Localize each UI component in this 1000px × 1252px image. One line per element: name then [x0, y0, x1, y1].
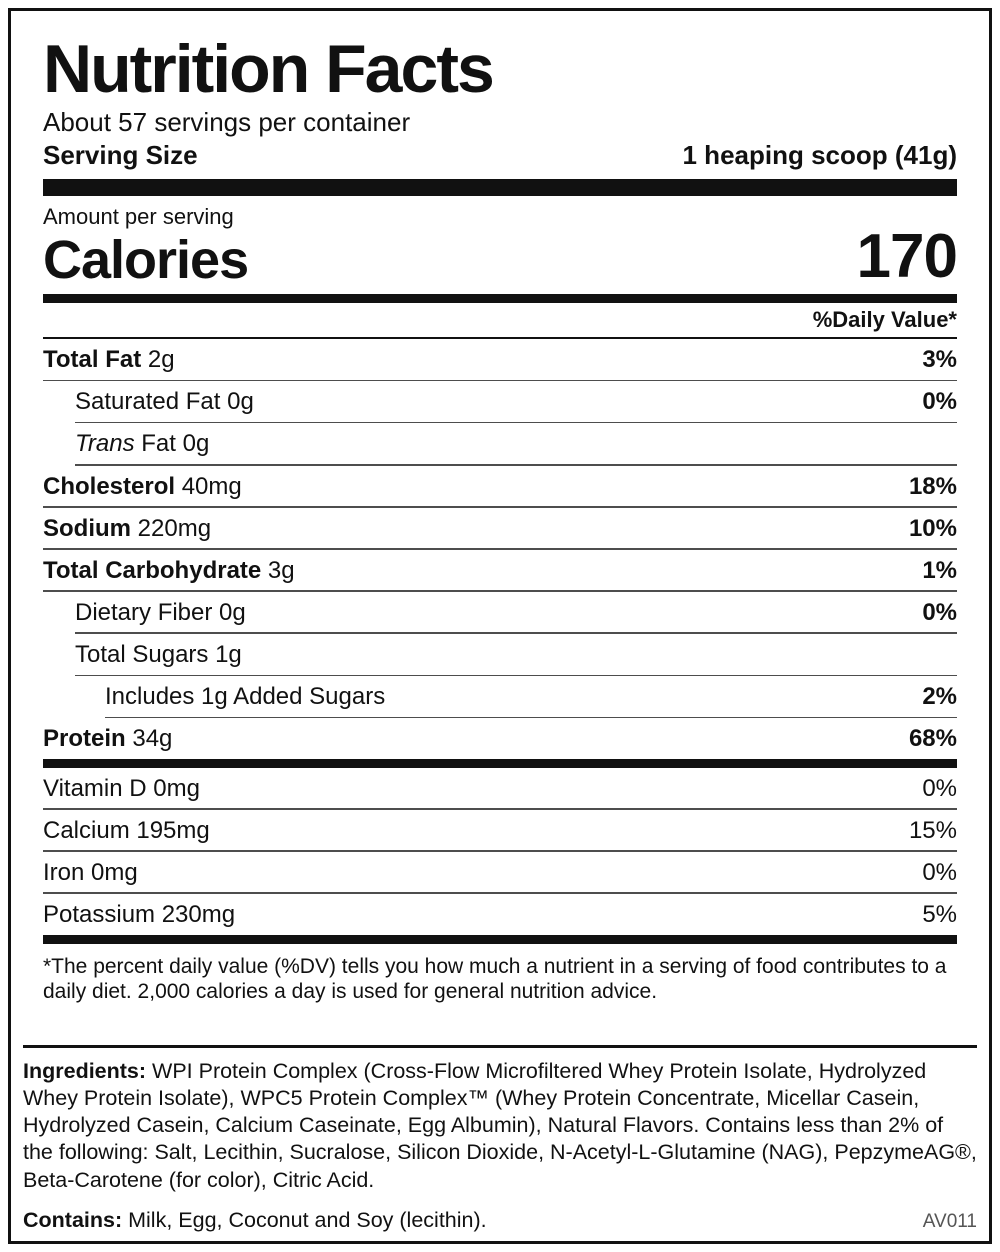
nutrient-label: Trans [75, 430, 135, 458]
divider-medium-calories [43, 294, 957, 303]
nutrient-name [75, 388, 254, 416]
nutrient-row [43, 550, 957, 591]
nutrient-label: Cholesterol [43, 472, 176, 500]
divider-medium-footnote [43, 935, 957, 944]
vitamin-daily-value: 0% [922, 774, 957, 802]
nutrient-daily-value: 18% [908, 472, 957, 500]
nutrient-name [43, 557, 295, 585]
nutrient-amount: 3g [267, 556, 295, 584]
contains-body: Milk, Egg, Coconut and Soy (lecithin). [122, 1208, 487, 1232]
daily-value-footnote: *The percent daily value (%DV) tells you how much a nutrient in a serving of food contributes to a daily diet. 2,000 calories a day is used for general nutrition advice. [43, 954, 947, 1004]
nutrient-row [43, 339, 957, 380]
nutrient-amount: 0g [227, 388, 254, 416]
nutrient-row [43, 466, 957, 507]
nutrient-label: Saturated Fat [75, 388, 221, 416]
nutrient-amount: 0g [219, 598, 246, 626]
nutrient-daily-value: 0% [922, 598, 957, 626]
vitamin-row [43, 852, 957, 893]
nutrient-row [43, 634, 957, 675]
vitamin-row [43, 768, 957, 809]
nutrient-name [75, 599, 246, 627]
nutrient-name [75, 641, 242, 669]
page-title: Nutrition Facts [43, 31, 493, 107]
nutrient-row [43, 718, 957, 759]
calories-value: 170 [856, 222, 957, 292]
vitamin-name: Vitamin D 0mg [43, 774, 200, 802]
divider-ingredients [23, 1045, 977, 1048]
vitamin-daily-value: 0% [922, 858, 957, 886]
nutrient-row [43, 592, 957, 633]
nutrient-name [43, 346, 175, 374]
nutrient-amount: 2g [147, 346, 175, 374]
nutrient-amount: 40mg [181, 472, 242, 500]
nutrient-name [43, 515, 211, 543]
nutrient-list [43, 339, 957, 758]
daily-value-header: %Daily Value* [812, 307, 957, 333]
nutrient-label: Total Fat [43, 346, 142, 374]
nutrient-daily-value: 68% [908, 725, 957, 753]
nutrition-facts-panel [8, 8, 992, 1244]
nutrient-name [75, 430, 209, 458]
nutrient-amount: 1g [215, 640, 242, 668]
nutrient-row [43, 423, 957, 464]
nutrient-daily-value: 10% [908, 514, 957, 542]
nutrient-daily-value: 0% [922, 388, 957, 416]
nutrient-daily-value: 2% [922, 683, 957, 710]
nutrient-label: Includes 1g Added Sugars [105, 683, 386, 710]
servings-per-container: About 57 servings per container [43, 107, 411, 138]
amount-per-serving-label: Amount per serving [43, 203, 234, 229]
nutrition-facts-body [11, 11, 989, 1017]
divider-thick-top [43, 179, 957, 196]
calories-label: Calories [43, 229, 249, 290]
contains-heading: Contains: [23, 1208, 123, 1232]
serving-size-label: Serving Size [43, 139, 198, 170]
nutrient-name [105, 683, 385, 711]
vitamin-list [43, 768, 957, 935]
nutrient-amount: Fat 0g [141, 430, 210, 458]
vitamin-row [43, 894, 957, 935]
nutrient-row [43, 676, 957, 717]
nutrient-label: Total Sugars [75, 640, 209, 668]
nutrient-label: Total Carbohydrate [43, 556, 262, 584]
nutrient-amount: 34g [132, 725, 173, 753]
nutrient-amount: 220mg [137, 514, 212, 542]
nutrient-label: Sodium [43, 514, 131, 542]
divider-medium-vitamins [43, 759, 957, 768]
calories-row [43, 222, 957, 292]
ingredients-heading: Ingredients: [23, 1058, 147, 1083]
nutrient-label: Dietary Fiber [75, 598, 213, 626]
serving-size-row [43, 140, 957, 171]
nutrient-row [43, 508, 957, 549]
label-code: AV011 [922, 1211, 977, 1232]
vitamin-name: Potassium 230mg [43, 900, 236, 928]
nutrient-name [43, 725, 172, 753]
vitamin-row [43, 810, 957, 851]
nutrient-daily-value: 3% [922, 346, 957, 374]
ingredients-paragraph [23, 1058, 977, 1194]
vitamin-daily-value: 15% [908, 816, 957, 844]
nutrient-label: Protein [43, 725, 126, 753]
nutrient-name [43, 473, 242, 501]
vitamin-name: Calcium 195mg [43, 816, 210, 844]
contains-paragraph [23, 1208, 487, 1233]
serving-size-value: 1 heaping scoop (41g) [682, 139, 957, 170]
nutrient-row [43, 381, 957, 422]
vitamin-daily-value: 5% [922, 900, 957, 928]
ingredients-block [11, 1035, 989, 1241]
vitamin-name: Iron 0mg [43, 858, 138, 886]
contains-row [23, 1208, 977, 1233]
ingredients-body: WPI Protein Complex (Cross-Flow Microfiltered Whey Protein Isolate, Hydrolyzed Whey Protein Isolate), WPC5 Protein Complex™ (Whey Protein Concentrate, Micellar Casein, Hydrolyzed Casein, Calcium Caseinate, Egg Albumin), Natural Flavors. Contains less than 2% of the following: Salt, Lecithin, Sucralose, Silicon Dioxide, N-Acetyl-L-Glutamine (NAG), PepzymeAG®, Beta-Carotene (for color), Citric Acid. [23, 1058, 977, 1192]
nutrient-daily-value: 1% [922, 556, 957, 584]
